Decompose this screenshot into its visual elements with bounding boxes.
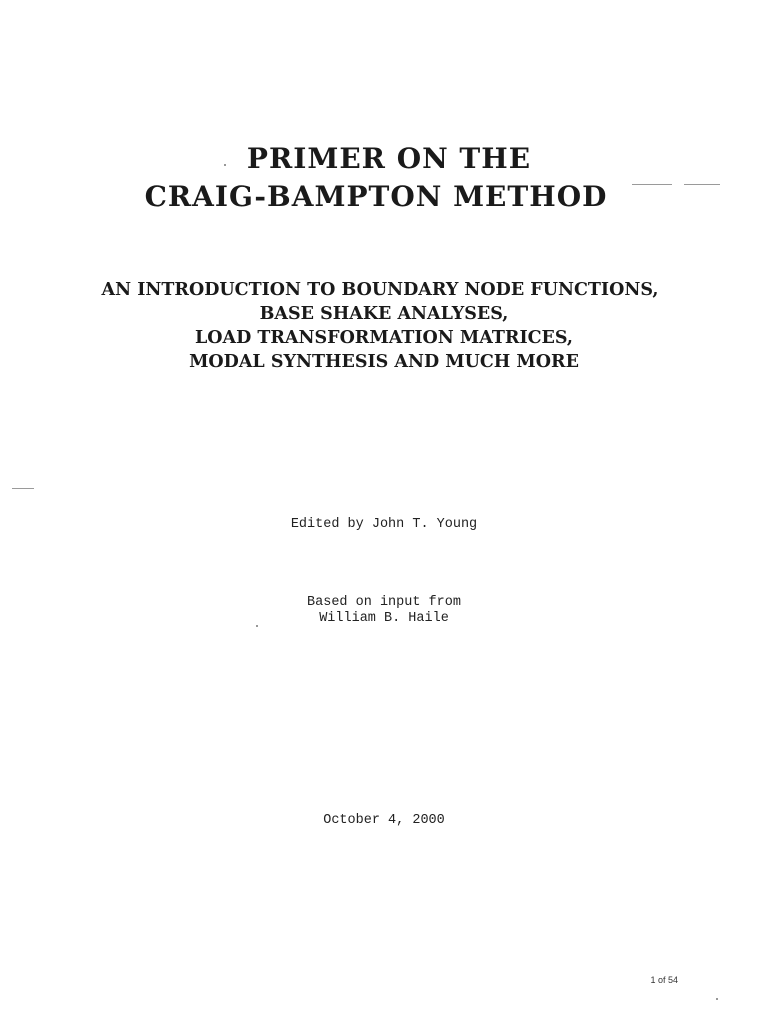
editor-credit: Edited by John T. Young: [290, 517, 478, 532]
document-subtitle: [0, 278, 768, 374]
subtitle-line-2: BASE SHAKE ANALYSES,: [259, 304, 509, 324]
document-date: October 4, 2000: [323, 813, 445, 828]
scan-artifact-dot: [716, 998, 718, 1000]
page-indicator: 1 of 54: [650, 975, 678, 985]
input-credit-line-2: William B. Haile: [319, 611, 449, 626]
title-line-1: PRIMER ON THE: [246, 142, 532, 175]
input-credit-line-1: Based on input from: [307, 595, 461, 610]
scan-artifact-line: [12, 488, 34, 489]
subtitle-line-4: MODAL SYNTHESIS AND MUCH MORE: [189, 352, 579, 372]
subtitle-line-1: AN INTRODUCTION TO BOUNDARY NODE FUNCTIONS,: [101, 280, 659, 300]
title-line-2: CRAIG-BAMPTON METHOD: [144, 180, 608, 213]
subtitle-line-3: LOAD TRANSFORMATION MATRICES,: [194, 328, 574, 348]
document-title: [0, 140, 768, 216]
